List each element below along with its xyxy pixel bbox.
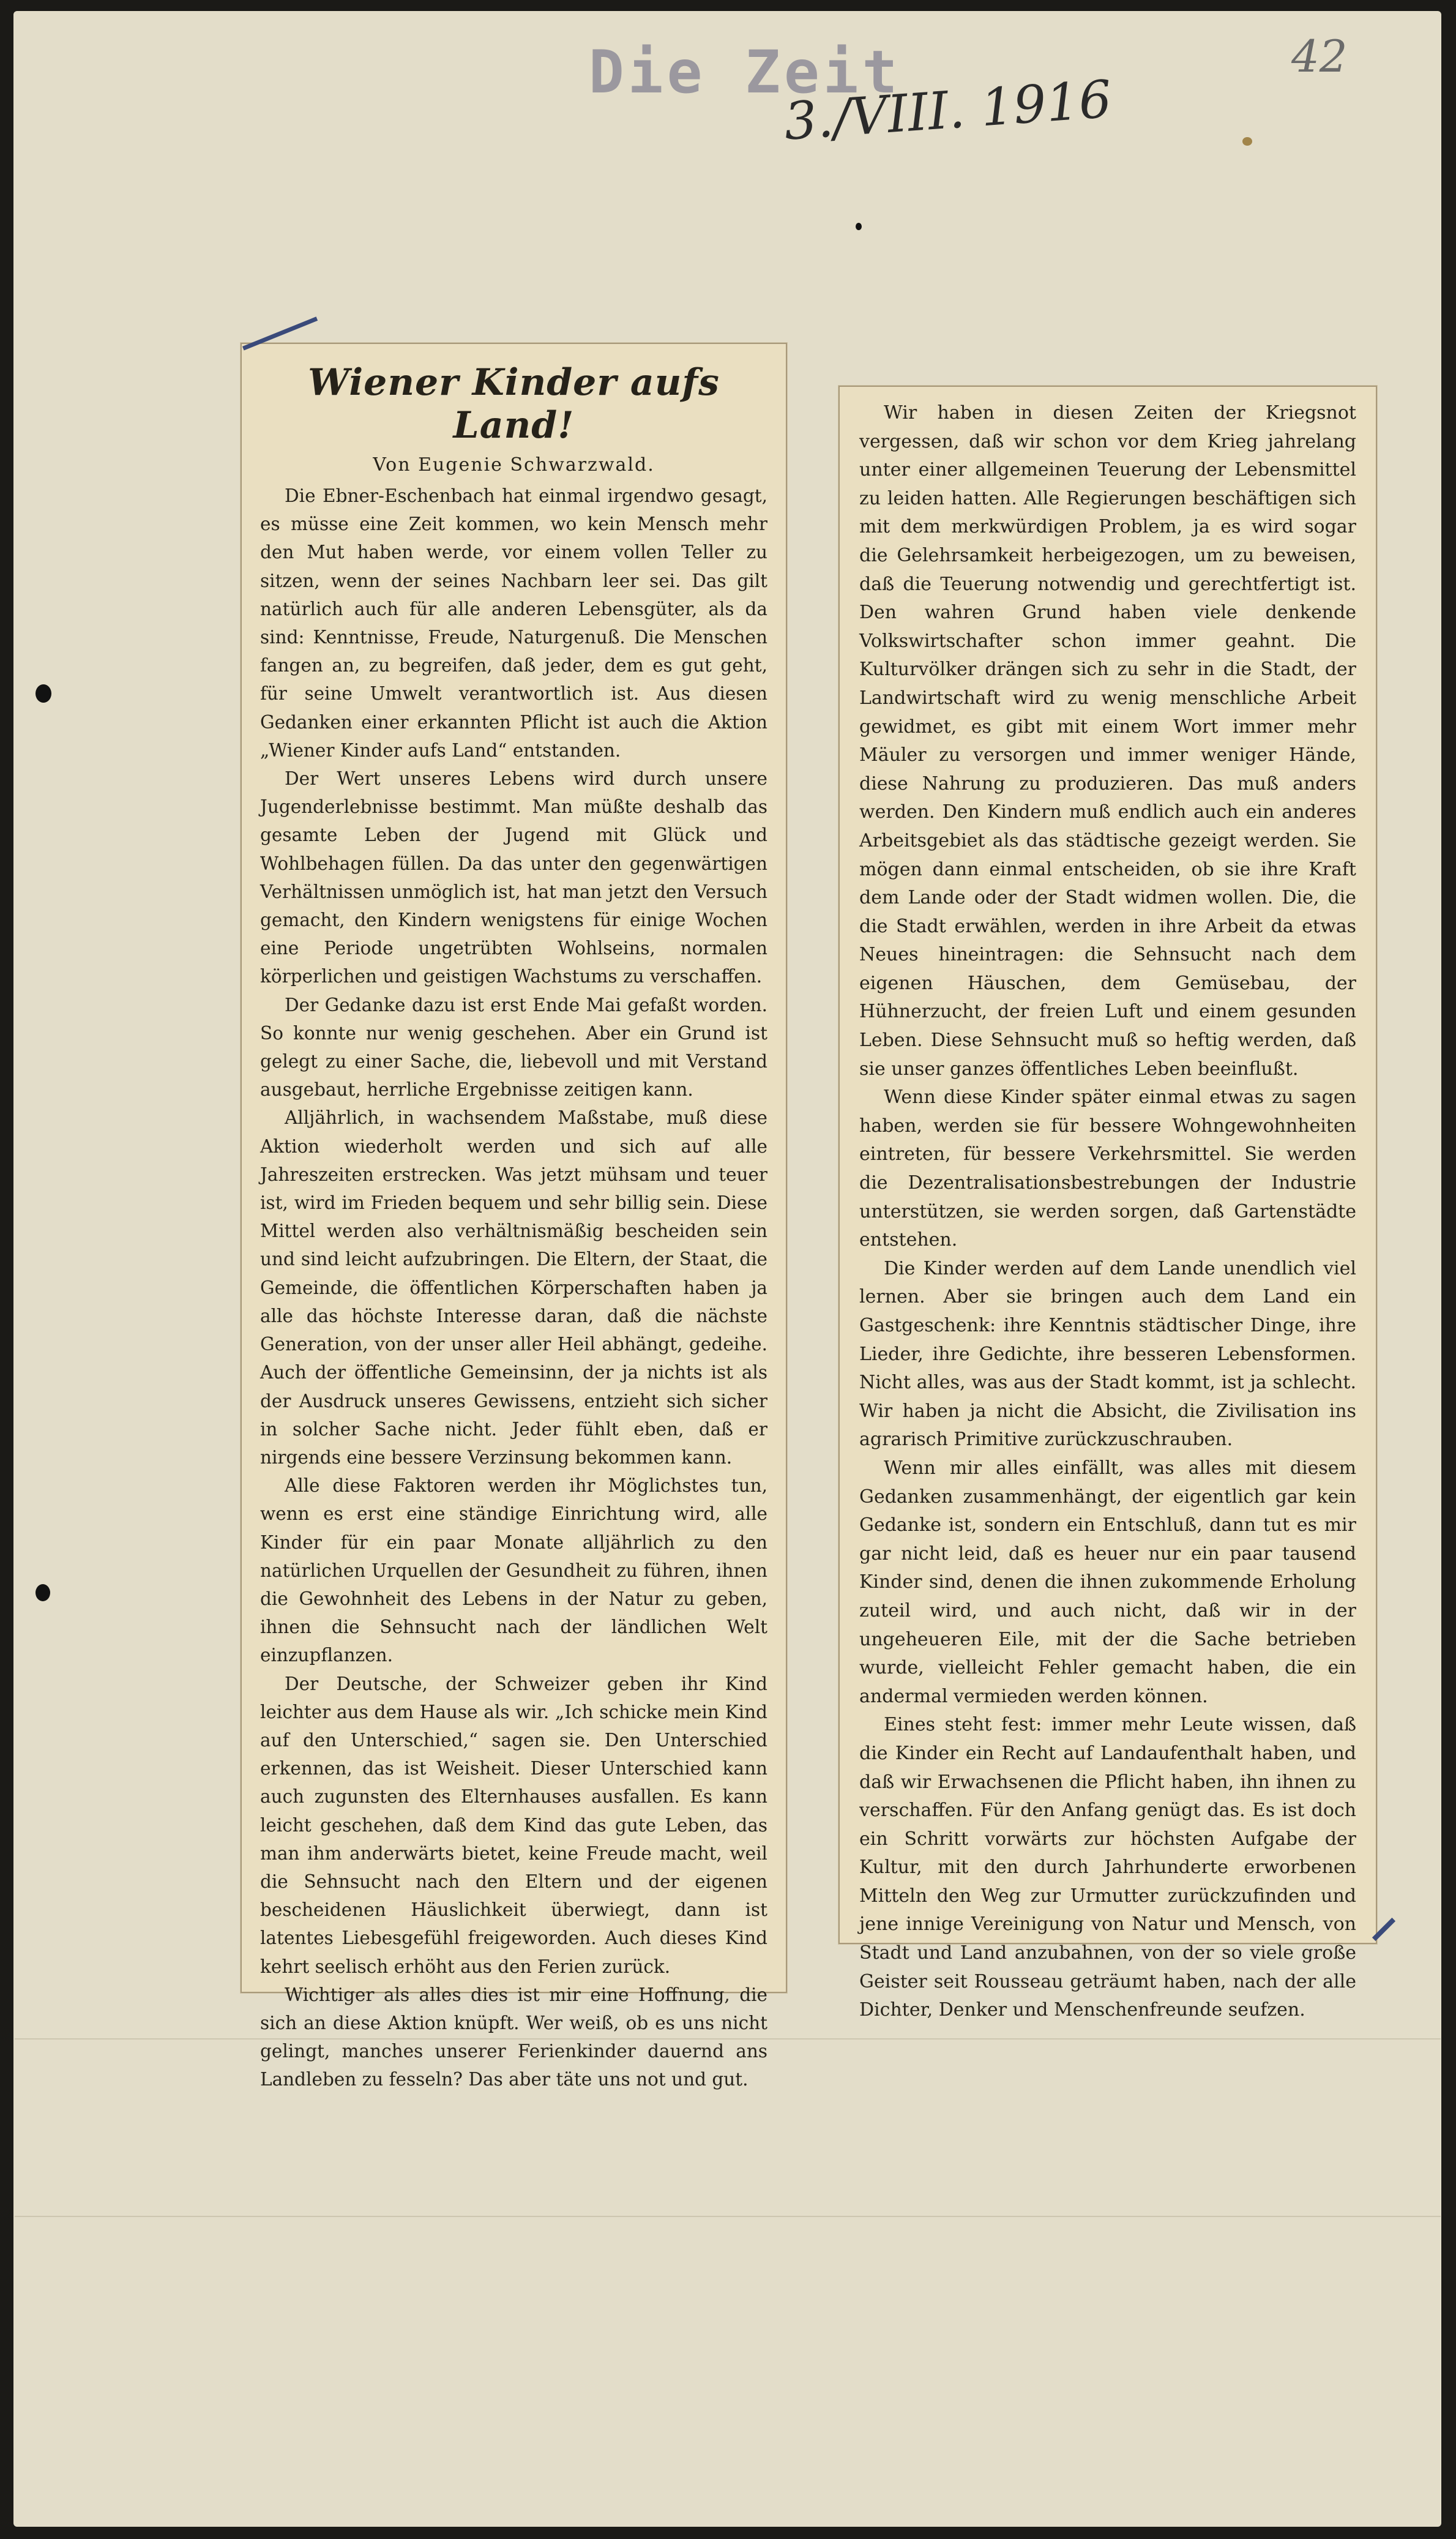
paragraph: Alle diese Faktoren werden ihr Möglichstes tun, wenn es erst eine ständige Einrichtung wird, alle Kinder für ein paar Monate alljährlich zu den natürlichen Urquellen der Gesundheit zu führen, ihnen die Gewohnheit des Lebens in der Natur zu geben, ihnen die Sehnsucht nach der ländlichen Welt einzupflanzen.: [260, 1475, 767, 1666]
newspaper-stamp: Die Zeit: [589, 38, 902, 107]
punch-hole-mark: [35, 1584, 50, 1601]
paragraph: Alljährlich, in wachsendem Maßstabe, muß diese Aktion wiederholt werden und sich auf alle Jahreszeiten erstrecken. Was jetzt mühsam und teuer ist, wird im Frieden bequem und sehr billig sein. Diese Mittel werden also verhältnismäßig bescheiden sein und sind leicht aufzubringen. Die Eltern, der Staat, die Gemeinde, die öffentlichen Körperschaften haben ja alle das höchste Interesse daran, daß die nächste Generation, von der unser aller Heil abhängt, gedeihe. Auch der öffentliche Gemeinsinn, der ja nichts ist als der Ausdruck unseres Gewissens, entzieht sich sicher in solcher Sache nicht. Jeder fühlt eben, daß er nirgends eine bessere Verzinsung bekommen kann.: [260, 1107, 767, 1468]
article-body-left: [260, 482, 767, 2094]
paragraph: Der Gedanke dazu ist erst Ende Mai gefaßt worden. So konnte nur wenig geschehen. Aber ein Grund ist gelegt zu einer Sache, die, liebevoll und mit Verstand ausgebaut, herrliche Ergebnisse zeitigen kann.: [260, 994, 767, 1101]
paragraph: Der Wert unseres Lebens wird durch unsere Jugenderlebnisse bestimmt. Man müßte deshalb das gesamte Leben der Jugend mit Glück und Wohlbehagen füllen. Da das unter den gegenwärtigen Verhältnissen unmöglich ist, hat man jetzt den Versuch gemacht, den Kindern wenigstens für einige Wochen eine Periode ungetrübten Wohlseins, normalen körperlichen und geistigen Wachstums zu verschaffen.: [260, 768, 767, 987]
paragraph: Wir haben in diesen Zeiten der Kriegsnot vergessen, daß wir schon vor dem Krieg jahrelang unter einer allgemeinen Teuerung der Lebensmittel zu leiden hatten. Alle Regierungen beschäftigen sich mit dem merkwürdigen Problem, ja es wird sogar die Gelehrsamkeit herbeigezogen, um zu beweisen, daß die Teuerung notwendig und gerechtfertigt ist. Den wahren Grund haben viele denkende Volkswirtschafter schon immer geahnt. Die Kulturvölker drängen sich zu sehr in die Stadt, der Landwirtschaft wird zu wenig menschliche Arbeit gewidmet, es gibt mit einem Wort immer mehr Mäuler zu versorgen und immer weniger Hände, diese Nahrung zu produzieren. Das muß anders werden. Den Kindern muß endlich auch ein anderes Arbeitsgebiet als das städtische gezeigt werden. Sie mögen dann einmal entscheiden, ob sie ihre Kraft dem Lande oder der Stadt widmen wollen. Die, die die Stadt erwählen, werden in ihre Arbeit da etwas Neues hineintragen: die Sehnsucht nach dem eigenen Häuschen, dem Gemüsebau, der Hühnerzucht, der freien Luft und einem gesunden Leben. Diese Sehnsucht muß so heftig werden, daß sie unser ganzes öffentliches Leben beeinflußt.: [859, 402, 1356, 1080]
paragraph: Wichtiger als alles dies ist mir eine Hoffnung, die sich an diese Aktion knüpft. Wer weiß, ob es uns nicht gelingt, manches unserer Ferienkinder dauernd ans Landleben zu fesseln? Das aber täte uns not und gut.: [260, 1984, 767, 2090]
paragraph: Der Deutsche, der Schweizer geben ihr Kind leichter aus dem Hause als wir. „Ich schicke mein Kind auf den Unterschied,“ sagen sie. Den Unterschied erkennen, das ist Weisheit. Dieser Unterschied kann auch zugunsten des Elternhauses ausfallen. Es kann leicht geschehen, daß dem Kind das gute Leben, das man ihm anderwärts bietet, keine Freude macht, weil die Sehnsucht nach den Eltern und der eigenen bescheidenen Häuslichkeit überwiegt, dann ist latentes Liebesgefühl freigeworden. Auch dieses Kind kehrt seelisch erhöht aus den Ferien zurück.: [260, 1673, 767, 1977]
article-byline: Von Eugenie Schwarzwald.: [373, 454, 655, 476]
punch-hole-mark: [35, 684, 51, 703]
handwritten-date: 3./VIII. 1916: [782, 69, 1114, 152]
paragraph: Die Ebner-Eschenbach hat einmal irgendwo gesagt, es müsse eine Zeit kommen, wo kein Mensch mehr den Mut haben werde, vor einem vollen Teller zu sitzen, wenn der seines Nachbarn leer sei. Das gilt natürlich auch für alle anderen Lebensgüter, als da sind: Kenntnisse, Freude, Naturgenuß. Die Menschen fangen an, zu begreifen, daß jeder, dem es gut geht, für seine Umwelt verantwortlich ist. Aus diesen Gedanken einer erkannten Pflicht ist auch die Aktion „Wiener Kinder aufs Land“ entstanden.: [260, 485, 767, 761]
paper-fold-line: [15, 2216, 1441, 2217]
article-clipping-right: [838, 386, 1377, 2021]
article-body-right: [859, 399, 1356, 2025]
stain-spot: [1242, 137, 1252, 146]
ink-dot: [856, 223, 862, 230]
paragraph: Die Kinder werden auf dem Lande unendlich viel lernen. Aber sie bringen auch dem Land ein Gastgeschenk: ihre Kenntnis städtischer Dinge, ihre Lieder, ihre Gedichte, ihre besseren Lebensformen. Nicht alles, was aus der Stadt kommt, ist ja schlecht. Wir haben ja nicht die Absicht, die Zivilisation ins agrarisch Primitive zurückzuschrauben.: [859, 1257, 1356, 1451]
handwritten-page-number: 42: [1291, 31, 1348, 82]
paragraph: Wenn mir alles einfällt, was alles mit diesem Gedanken zusammenhängt, der eigentlich gar kein Gedanke ist, sondern ein Entschluß, dann tut es mir gar nicht leid, daß es heuer nur ein paar tausend Kinder sind, denen die ihnen zukommende Erholung zuteil wird, und auch nicht, daß wir in der ungeheueren Eile, mit der die Sache betrieben wurde, vielleicht Fehler gemacht haben, die ein andermal vermieden werden können.: [859, 1457, 1356, 1707]
article-title: Wiener Kinder aufs Land!: [308, 361, 720, 447]
paragraph: Wenn diese Kinder später einmal etwas zu sagen haben, werden sie für bessere Wohngewohnheiten eintreten, für bessere Verkehrsmittel. Sie werden die Dezentralisationsbestrebungen der Industrie unterstützen, sie werden sorgen, daß Gartenstädte entstehen.: [859, 1086, 1356, 1251]
article-clipping-left: [241, 343, 787, 2090]
paragraph: Eines steht fest: immer mehr Leute wissen, daß die Kinder ein Recht auf Landaufenthalt haben, und daß wir Erwachsenen die Pflicht haben, ihn ihnen zu verschaffen. Für den Anfang genügt das. Es ist doch ein Schritt vorwärts zur höchsten Aufgabe der Kultur, mit den durch Jahrhunderte erworbenen Mitteln den Weg zur Urmutter zurückzufinden und jene innige Vereinigung von Natur und Mensch, von Stadt und Land anzubahnen, von der so viele große Geister seit Rousseau geträumt haben, nach der alle Dichter, Denker und Menschenfreunde seufzen.: [859, 1714, 1356, 2021]
